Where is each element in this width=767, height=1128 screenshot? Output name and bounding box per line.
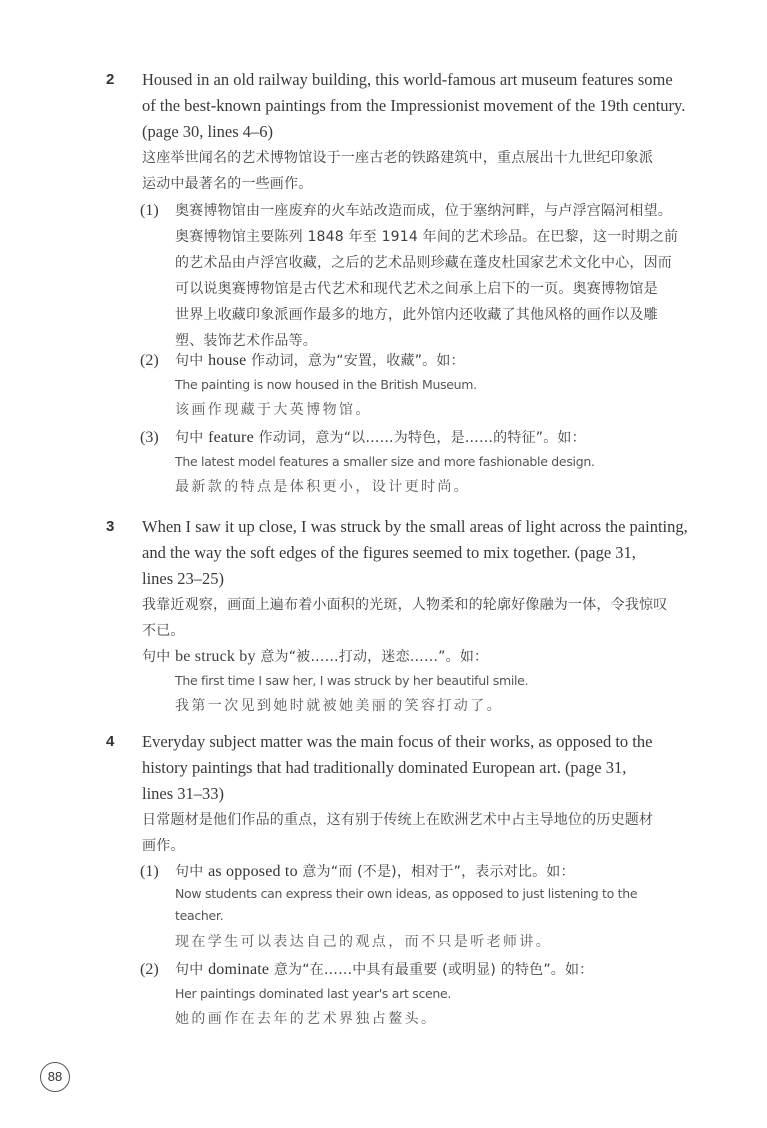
example-english: teacher. — [175, 908, 224, 923]
note-pre: 句中 — [175, 864, 209, 880]
chinese-translation-line: 画作。 — [142, 838, 185, 854]
note-pre: 句中 — [175, 353, 209, 369]
note-text-line — [175, 425, 586, 451]
chinese-translation-line: 这座举世闻名的艺术博物馆设于一座古老的铁路建筑中，重点展出十九世纪印象派 — [142, 150, 654, 166]
english-sentence-line: Everyday subject matter was the main focus of their works, as opposed to the — [142, 732, 653, 751]
example-chinese: 最新款的特点是体积更小，设计更时尚。 — [175, 479, 471, 495]
chinese-translation-line: 日常题材是他们作品的重点，这有别于传统上在欧洲艺术中占主导地位的历史题材 — [142, 812, 654, 828]
chinese-translation-line: 我靠近观察，画面上遍布着小面积的光斑，人物柔和的轮廓好像融为一体，令我惊叹 — [142, 597, 668, 613]
note-label: (1) — [140, 863, 159, 880]
note-post: 意为“而 (不是)，相对于”，表示对比。如： — [297, 864, 575, 880]
note-label: (3) — [140, 429, 159, 446]
note-post: 意为“被……打动，迷恋……”。如： — [255, 649, 489, 665]
note-text-line: 塑、装饰艺术作品等。 — [175, 333, 317, 349]
note-text-line: 可以说奥赛博物馆是古代艺术和现代艺术之间承上启下的一页。奥赛博物馆是 — [175, 281, 658, 297]
note-text-line — [175, 348, 465, 374]
keyword: as opposed to — [208, 863, 298, 880]
page-reference: (page 30, lines 4–6) — [142, 122, 274, 141]
item-number: 4 — [106, 733, 115, 750]
english-sentence-line: and the way the soft edges of the figures seemed to mix together. (page 31, — [142, 543, 636, 562]
item-number: 3 — [106, 518, 115, 535]
note-post: 意为“在……中具有最重要 (或明显) 的特色”。如： — [269, 962, 594, 978]
example-english: The first time I saw her, I was struck by her beautiful smile. — [175, 673, 529, 688]
note-pre: 句中 — [175, 962, 209, 978]
note-label: (2) — [140, 352, 159, 369]
example-chinese: 我第一次见到她时就被她美丽的笑容打动了。 — [175, 698, 503, 714]
english-sentence-line: Housed in an old railway building, this world-famous art museum features some — [142, 70, 673, 89]
note-text-line: 的艺术品由卢浮宫收藏，之后的艺术品则珍藏在蓬皮杜国家艺术文化中心，因而 — [175, 255, 672, 271]
note-text-line: 世界上收藏印象派画作最多的地方，此外馆内还收藏了其他风格的画作以及雕 — [175, 307, 658, 323]
note-text-line — [175, 957, 593, 983]
chinese-translation-line: 不已。 — [142, 623, 185, 639]
note-pre: 句中 — [142, 649, 176, 665]
note-post: 作动词，意为“以……为特色，是……的特征”。如： — [253, 430, 586, 446]
page-reference: lines 31–33) — [142, 784, 225, 803]
note-label: (1) — [140, 202, 159, 219]
keyword: dominate — [208, 961, 270, 978]
example-chinese: 她的画作在去年的艺术界独占鳌头。 — [175, 1011, 438, 1027]
note-text-line: 奥赛博物馆由一座废弃的火车站改造而成，位于塞纳河畔，与卢浮宫隔河相望。 — [175, 203, 672, 219]
keyword: be struck by — [175, 648, 256, 665]
keyword: house — [208, 352, 247, 369]
example-english: Now students can express their own ideas, as opposed to just listening to the — [175, 886, 638, 901]
note-pre: 句中 — [175, 430, 209, 446]
page-reference: lines 23–25) — [142, 569, 225, 588]
note-text-line — [142, 644, 488, 670]
page-number-badge: 88 — [40, 1062, 70, 1092]
chinese-translation-line: 运动中最著名的一些画作。 — [142, 176, 313, 192]
example-chinese: 该画作现藏于大英博物馆。 — [175, 402, 372, 418]
keyword: feature — [208, 429, 254, 446]
note-post: 作动词，意为“安置，收藏”。如： — [246, 353, 465, 369]
example-english: The painting is now housed in the British Museum. — [175, 377, 477, 392]
note-text-line: 奥赛博物馆主要陈列 1848 年至 1914 年间的艺术珍品。在巴黎，这一时期之前 — [175, 229, 679, 245]
english-sentence-line: When I saw it up close, I was struck by the small areas of light across the painting, — [142, 517, 688, 536]
example-chinese: 现在学生可以表达自己的观点，而不只是听老师讲。 — [175, 934, 553, 950]
example-english: Her paintings dominated last year's art scene. — [175, 986, 452, 1001]
item-number: 2 — [106, 71, 115, 88]
example-english: The latest model features a smaller size and more fashionable design. — [175, 454, 595, 469]
english-sentence-line: history paintings that had traditionally dominated European art. (page 31, — [142, 758, 627, 777]
english-sentence-line: of the best-known paintings from the Impressionist movement of the 19th century. — [142, 96, 686, 115]
note-label: (2) — [140, 961, 159, 978]
